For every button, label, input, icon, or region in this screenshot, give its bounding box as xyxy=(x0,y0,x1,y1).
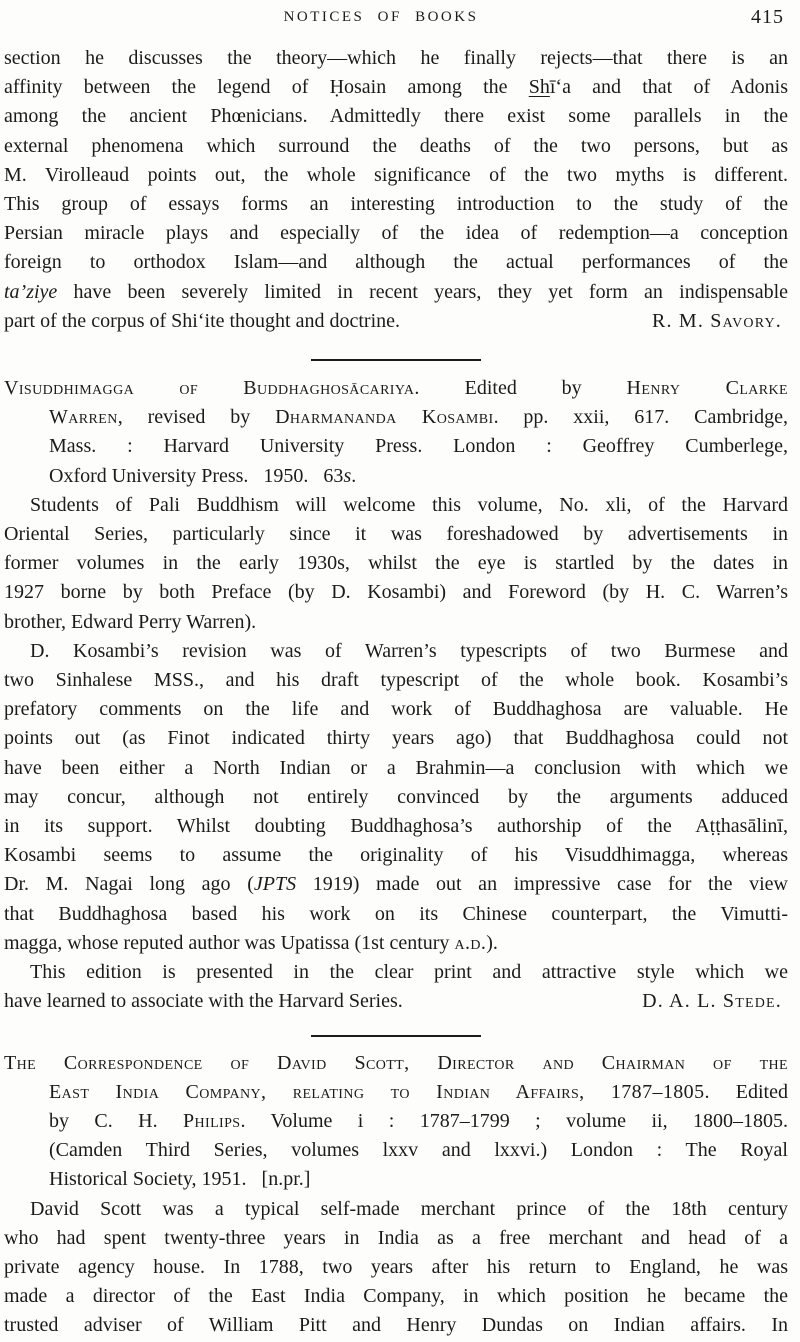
text-run: M. Virolleaud points out, the whole significance of the two myths is different. xyxy=(4,163,788,186)
text-run: have been either a North Indian or a Brahmin—a conclusion with which we xyxy=(4,756,788,779)
text-line xyxy=(4,1136,788,1165)
text-run: . pp. xxii, 617. Cambridge, xyxy=(493,406,788,429)
text-line xyxy=(4,900,788,929)
text-line xyxy=(4,190,788,219)
smallcaps-text: Philips xyxy=(183,1109,241,1132)
text-line xyxy=(4,1049,788,1078)
text-run: trusted adviser of William Pitt and Henry Dundas on Indian affairs. In xyxy=(4,1314,788,1337)
text-run: have been severely limited in recent years, they yet form an indispensable xyxy=(57,280,788,303)
text-run: section he discusses the theory—which he finally rejects—that there is an xyxy=(4,47,788,69)
text-line xyxy=(4,1253,788,1282)
smallcaps-text: Warren xyxy=(49,406,118,429)
text-line xyxy=(4,374,788,403)
paragraph xyxy=(4,958,788,1016)
text-line xyxy=(4,841,788,870)
italic-text: ta’ziye xyxy=(4,280,58,303)
text-line xyxy=(4,695,788,724)
text-line xyxy=(4,219,788,248)
text-line xyxy=(4,248,788,277)
paragraph xyxy=(4,1195,788,1341)
reviewer-signature: R. M. Savory. xyxy=(651,309,782,332)
text-line xyxy=(4,462,788,491)
text-line xyxy=(4,578,788,607)
text-line xyxy=(4,491,788,520)
text-run: two Sinhalese MSS., and his draft typescript of the whole book. Kosambi’s xyxy=(4,669,788,692)
text-run: 1919) made out an impressive case for the view xyxy=(296,873,788,896)
text-run: points out (as Finot indicated thirty years ago) that Buddhaghosa could not xyxy=(4,727,788,750)
text-line xyxy=(4,1311,788,1340)
text-run: Mass. : Harvard University Press. London : Geoffrey Cumberlege, xyxy=(49,435,788,458)
paragraph xyxy=(4,44,788,336)
text-run: affinity between the legend of Ḥosain among the xyxy=(4,76,529,99)
paragraph xyxy=(4,491,788,637)
smallcaps-text: Dharmananda Kosambi xyxy=(275,406,494,429)
smallcaps-text: a.d. xyxy=(454,931,487,954)
text-line xyxy=(4,870,788,899)
text-run: among the ancient Phœnicians. Admittedly there exist some parallels in the xyxy=(4,105,788,128)
text-line xyxy=(4,549,788,578)
text-run: Kosambi seems to assume the originality of his Visuddhimagga, whereas xyxy=(4,844,788,867)
text-run: ī‘a and that of Adonis xyxy=(549,76,788,99)
text-line xyxy=(4,637,788,666)
underlined-text: Sh xyxy=(528,76,550,99)
text-line xyxy=(4,432,788,461)
text-run: external phenomena which surround the deaths of the two persons, but as xyxy=(4,134,788,157)
text-run: . xyxy=(351,464,357,487)
text-run: , revised by xyxy=(117,406,276,429)
italic-text: s xyxy=(343,464,352,487)
text-run: brother, Edward Perry Warren). xyxy=(4,610,257,633)
text-run: foreign to orthodox Islam—and although the actual performances of the xyxy=(4,251,788,274)
text-line xyxy=(4,666,788,695)
text-run: prefatory comments on the life and work of Buddhaghosa are valuable. He xyxy=(4,698,788,721)
text-run: part of the corpus of Shi‘ite thought and doctrine. xyxy=(4,309,401,332)
smallcaps-text: Henry Clarke xyxy=(626,377,788,400)
text-line xyxy=(4,1224,788,1253)
text-line xyxy=(4,307,788,336)
smallcaps-text: East India Company, relating to Indian Affairs, 1787–1805. xyxy=(49,1080,710,1103)
text-line xyxy=(4,278,788,307)
smallcaps-text: The Correspondence of David Scott, Director and Chairman of the xyxy=(4,1051,788,1074)
section-divider-rule xyxy=(311,1035,481,1037)
text-line xyxy=(4,403,788,432)
text-line xyxy=(4,520,788,549)
text-run: Edited by xyxy=(419,377,627,400)
text-run: (Camden Third Series, volumes lxxv and lxxvi.) London : The Royal xyxy=(49,1139,788,1162)
text-line xyxy=(4,1282,788,1311)
text-run: may concur, although not entirely convinced by the arguments adduced xyxy=(4,785,788,808)
text-line xyxy=(4,783,788,812)
smallcaps-text: Visuddhimagga of Buddhaghosācariya. xyxy=(4,377,420,400)
text-line xyxy=(4,754,788,783)
text-run: Edited xyxy=(709,1080,788,1103)
text-run: Oriental Series, particularly since it was foreshadowed by advertisements in xyxy=(4,523,788,546)
text-run: This edition is presented in the clear print and attractive style which we xyxy=(30,961,788,984)
text-line xyxy=(4,132,788,161)
text-run: Persian miracle plays and especially of the idea of redemption—a conception xyxy=(4,222,788,245)
text-run: that Buddhaghosa based his work on its Chinese counterpart, the Vimutti- xyxy=(4,902,788,925)
text-run: Dr. M. Nagai long ago ( xyxy=(4,873,254,896)
text-run: This group of essays forms an interesting introduction to the study of the xyxy=(4,193,788,216)
page-number: 415 xyxy=(751,6,784,28)
text-run: 1927 borne by both Preface (by D. Kosambi) and Foreword (by H. C. Warren’s xyxy=(4,581,788,604)
text-line xyxy=(4,44,788,73)
text-run: who had spent twenty-three years in India as a free merchant and head of a xyxy=(4,1226,788,1249)
text-line xyxy=(4,987,788,1016)
text-run: by C. H. xyxy=(49,1109,183,1132)
text-run: former volumes in the early 1930s, whilst the eye is startled by the dates in xyxy=(4,552,788,575)
page-body xyxy=(4,44,788,1341)
text-run: Students of Pali Buddhism will welcome this volume, No. xli, of the Harvard xyxy=(30,493,788,516)
text-line xyxy=(4,1165,788,1194)
text-line xyxy=(4,958,788,987)
text-line xyxy=(4,1107,788,1136)
text-line xyxy=(4,724,788,753)
text-run: David Scott was a typical self-made merchant prince of the 18th century xyxy=(30,1197,788,1220)
text-line xyxy=(4,161,788,190)
text-run: . Volume i : 1787–1799 ; volume ii, 1800–1805. xyxy=(240,1109,788,1132)
reviewer-signature: D. A. L. Stede. xyxy=(642,990,782,1013)
book-citation-heading xyxy=(4,1049,788,1195)
italic-text: JPTS xyxy=(253,873,297,896)
book-citation-heading xyxy=(4,374,788,491)
text-run: private agency house. In 1788, two years after his return to England, he was xyxy=(4,1255,788,1278)
text-line xyxy=(4,1195,788,1224)
section-divider-rule xyxy=(311,359,481,361)
text-run: Historical Society, 1951. [n.pr.] xyxy=(49,1168,311,1191)
text-line xyxy=(4,812,788,841)
text-line xyxy=(4,608,788,637)
text-run: Oxford University Press. 1950. 63 xyxy=(49,464,344,487)
page-header xyxy=(4,6,788,33)
text-line xyxy=(4,73,788,102)
text-line xyxy=(4,102,788,131)
text-line xyxy=(4,929,788,958)
running-title: NOTICES OF BOOKS xyxy=(283,9,479,25)
paragraph xyxy=(4,637,788,958)
text-run: made a director of the East India Company, in which position he became the xyxy=(4,1285,788,1308)
text-run: in its support. Whilst doubting Buddhaghosa’s authorship of the Aṭṭhasālinī, xyxy=(4,815,788,838)
text-line xyxy=(4,1078,788,1107)
text-run: have learned to associate with the Harvard Series. xyxy=(4,990,403,1013)
text-run: D. Kosambi’s revision was of Warren’s typescripts of two Burmese and xyxy=(30,639,788,662)
text-run: ). xyxy=(486,931,498,954)
text-run: magga, whose reputed author was Upatissa (1st century xyxy=(4,931,455,954)
